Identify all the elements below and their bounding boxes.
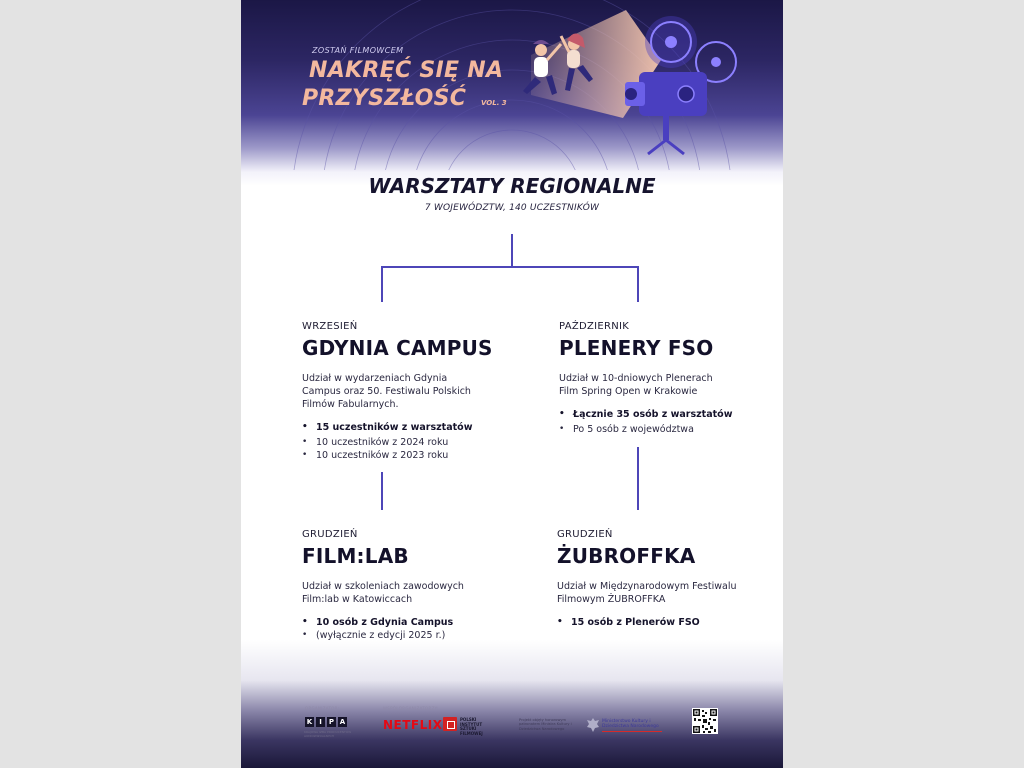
event-bullet: • 10 osób z Gdynia Campus [302,616,522,629]
coorganizers-label: WSPÓŁORGANIZATORZY: [383,706,439,711]
patronage-note: Projekt objęty honorowym patronatem Ministra Kultury i Dziedzictwa Narodowego [519,718,572,731]
ministry-logo-underline [602,731,662,732]
event-bullet-list [302,616,522,642]
event-bullet: • 15 uczestników z warsztatów [302,421,522,434]
polish-eagle-icon [586,717,600,733]
section-subtitle: 7 WOJEWÓDZTW, 140 UCZESTNIKÓW [424,203,600,213]
event-bullet: • 15 osób z Plenerów FSO [557,616,777,629]
kipa-logo [305,717,347,727]
kipa-letter: I [316,717,325,727]
event-bullet: • 10 uczestników z 2024 roku [302,436,522,449]
event-card-plenery-fso [559,321,779,436]
event-description: Udział w 10-dniowych Plenerach Film Spring Open w Krakowie [559,373,713,397]
event-bullet-list [302,421,522,462]
section-title: WARSZTATY REGIONALNE [368,174,656,198]
ministry-logo-text: Ministerstwo Kultury i Dziedzictwa Narodowego [602,719,659,729]
connector-right-lower [637,447,639,510]
event-name: PLENERY FSO [559,336,714,360]
kipa-subtitle: KRAJOWA IZBA PRODUCENTÓW AUDIOWIZUALNYCH [304,730,352,738]
event-bullet-list [559,408,779,436]
event-month: WRZESIEŃ [302,321,358,332]
event-bullet: • 10 uczestników z 2023 roku [302,449,522,462]
event-card-zubroffka [557,529,777,631]
connector-horizontal [381,266,639,268]
hero-volume: VOL. 3 [481,99,507,107]
pisf-logo-icon [443,717,457,731]
event-bullet-continuation: • (wyłącznie z edycji 2025 r.) [302,629,522,642]
event-month: PAŹDZIERNIK [559,321,630,332]
event-month: GRUDZIEŃ [302,529,358,540]
poster [241,0,783,768]
connector-left-lower [381,472,383,510]
pisf-logo-text: POLSKI INSTYTUT SZTUKI FILMOWEJ [460,717,483,736]
event-name: ŻUBROFFKA [557,544,696,568]
connector-right-drop [637,266,639,302]
event-card-gdynia-campus [302,321,522,462]
connector-left-drop [381,266,383,302]
event-card-film-lab [302,529,522,642]
hero-illustration [511,0,783,160]
event-month: GRUDZIEŃ [557,529,613,540]
kipa-letter: A [339,718,346,726]
kipa-letter: K [306,718,313,726]
event-name: GDYNIA CAMPUS [302,336,493,360]
organizer-label: ORGANIZATOR: [305,706,340,711]
event-description: Udział w szkoleniach zawodowych Film:lab w Katowiccach [302,581,464,605]
connector-trunk [511,234,513,268]
event-bullet: • Po 5 osób z województwa [559,423,779,436]
event-name: FILM:LAB [302,544,409,568]
event-description: Udział w wydarzeniach Gdynia Campus oraz 50. Festiwalu Polskich Filmów Fabularnych. [302,373,471,410]
hero-eyebrow: ZOSTAŃ FILMOWCEM [312,46,404,55]
event-description: Udział w Międzynarodowym Festiwalu Filmowym ŻUBROFFKA [557,581,737,605]
kipa-letter: P [328,718,335,726]
hero-title-line-2: PRZYSZŁOŚĆ [302,86,467,111]
qr-code-icon[interactable] [692,708,718,734]
event-bullet: • Łącznie 35 osób z warsztatów [559,408,779,421]
hero-title-line-1: NAKRĘĆ SIĘ NA [309,58,504,83]
event-bullet-list [557,616,777,629]
netflix-logo: NETFLIX [383,718,443,732]
